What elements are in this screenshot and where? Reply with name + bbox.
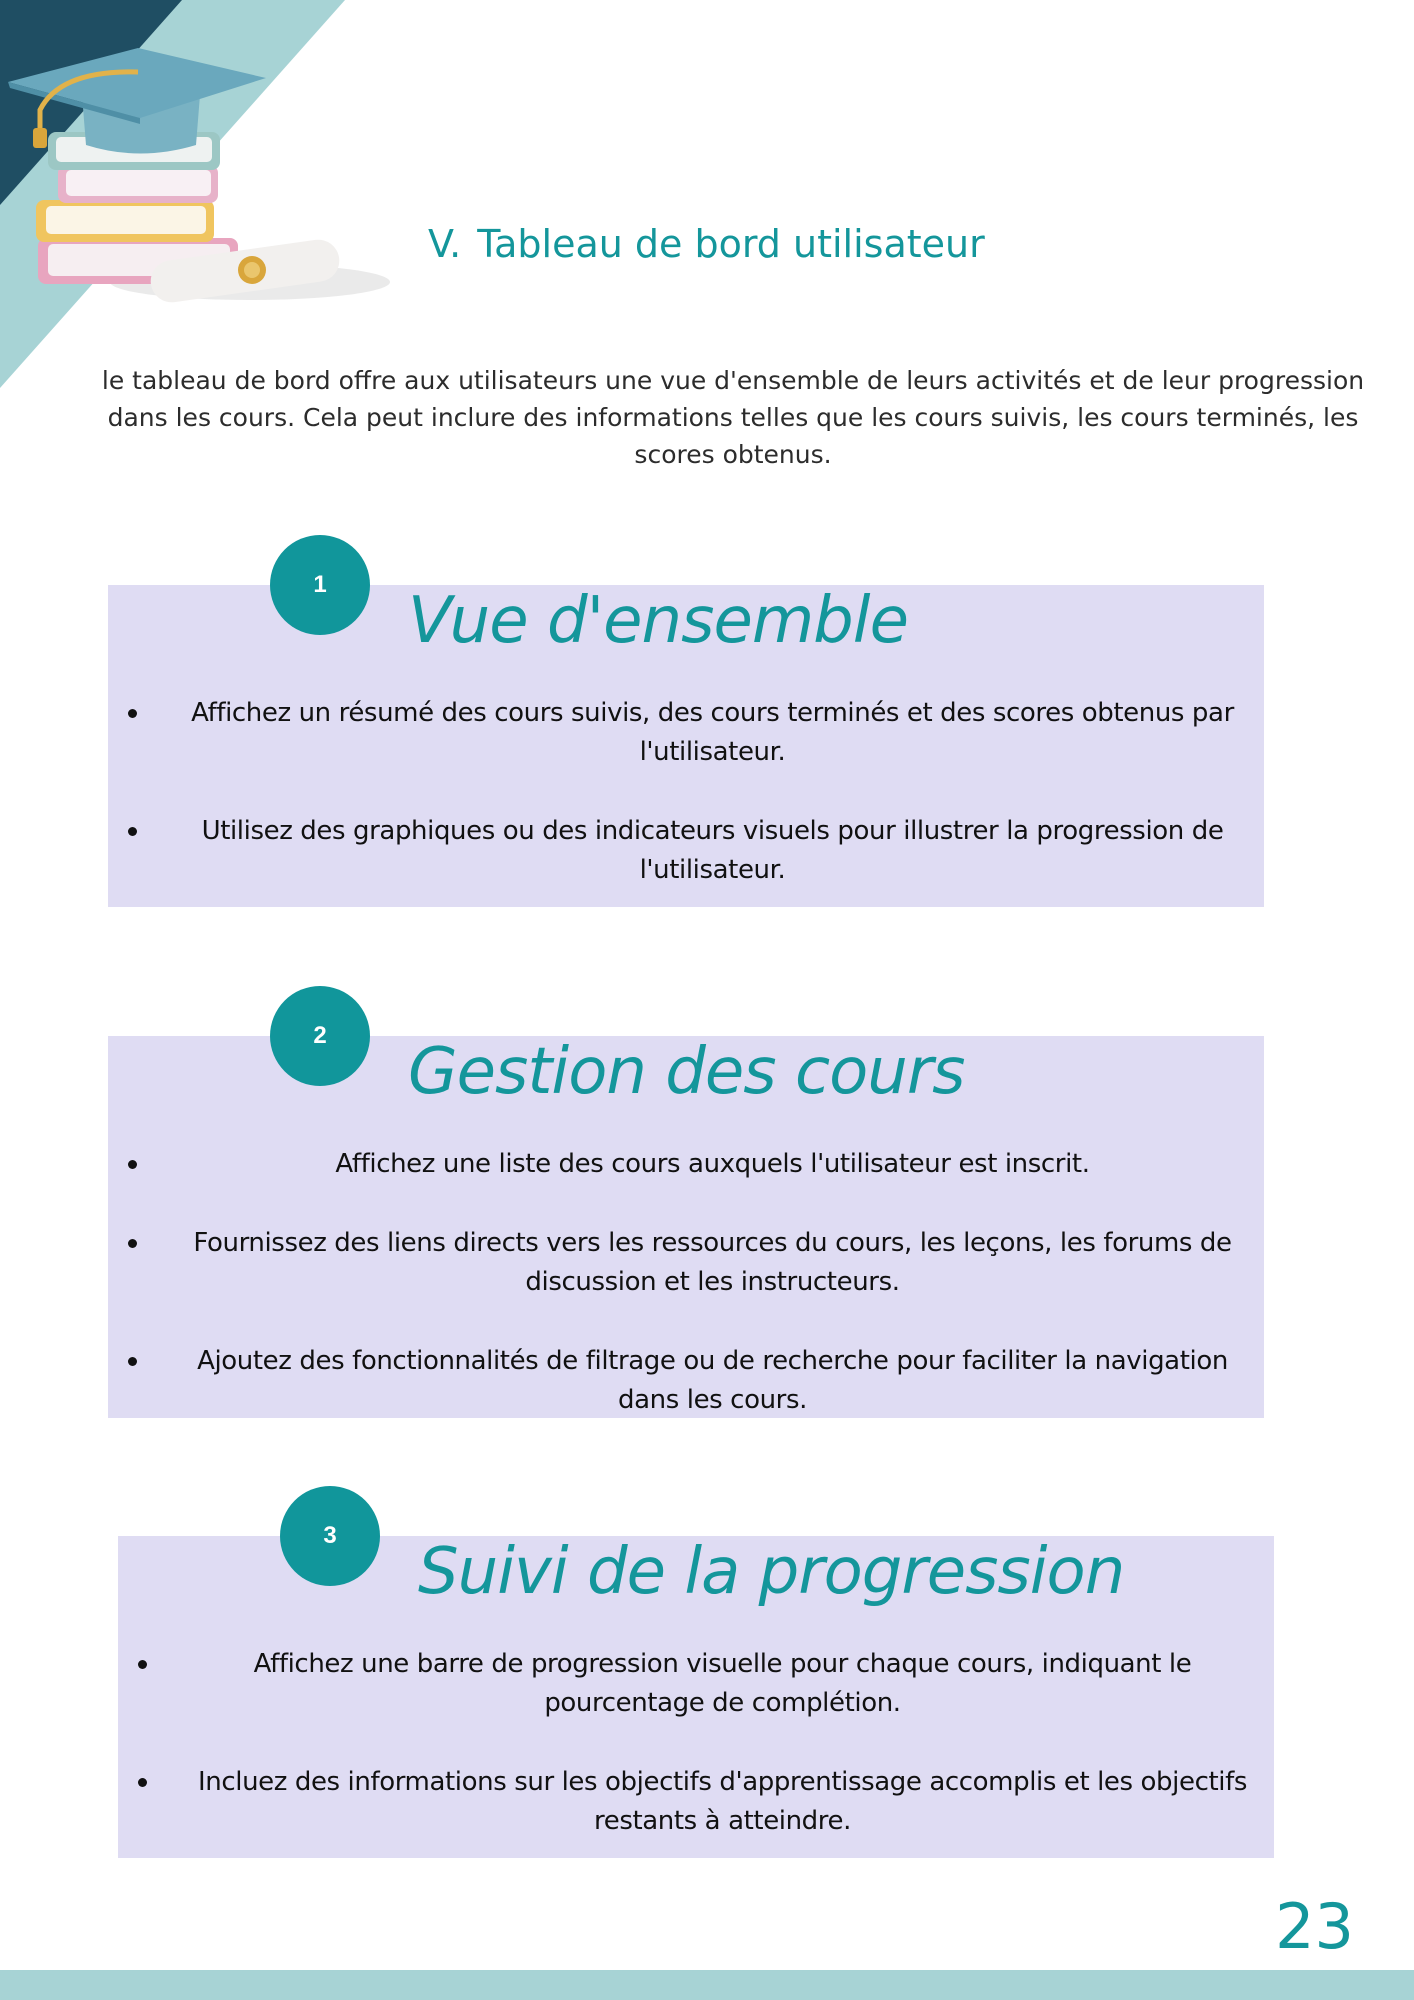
badge-number-2: 2: [270, 986, 370, 1086]
card-bullets-1: [165, 694, 1260, 890]
corner-decoration: [0, 0, 420, 400]
heading-number: V.: [428, 222, 462, 266]
intro-paragraph: le tableau de bord offre aux utilisateurs une vue d'ensemble de leurs activités et de leur progression dans les cours. Cela peut inclure des informations telles que les cours suivis, les cours terminés, les scores obtenus.: [101, 366, 1365, 469]
bullet-text: Affichez une barre de progression visuelle pour chaque cours, indiquant le pourcentage de complétion.: [253, 1649, 1192, 1718]
bullet-item: [175, 1645, 1270, 1723]
card-title-3: Suivi de la progression: [418, 1535, 1125, 1609]
heading-title: Tableau de bord utilisateur: [477, 222, 985, 266]
bullet-item: [175, 1763, 1270, 1841]
bullet-dot-icon: [128, 1239, 137, 1248]
bullet-item: [165, 694, 1260, 772]
badge-number-1: 1: [270, 535, 370, 635]
card-title-1: Vue d'ensemble: [408, 584, 908, 658]
card-bullets-2: [165, 1145, 1260, 1420]
card-title-2: Gestion des cours: [408, 1035, 965, 1109]
bullet-text: Ajoutez des fonctionnalités de filtrage ou de recherche pour faciliter la navigation dans les cours.: [197, 1346, 1228, 1415]
bullet-text: Incluez des informations sur les objectifs d'apprentissage accomplis et les objectifs restants à atteindre.: [198, 1767, 1247, 1836]
bullet-dot-icon: [138, 1778, 147, 1787]
bullet-dot-icon: [128, 1357, 137, 1366]
page-number: 23: [1275, 1890, 1354, 1963]
bullet-text: Fournissez des liens directs vers les ressources du cours, les leçons, les forums de discussion et les instructeurs.: [193, 1228, 1232, 1297]
bullet-item: [165, 1224, 1260, 1302]
card-bullets-3: [175, 1645, 1270, 1841]
bullet-item: [165, 812, 1260, 890]
bullet-dot-icon: [128, 827, 137, 836]
section-heading: [428, 222, 985, 266]
bullet-text: Affichez une liste des cours auxquels l'utilisateur est inscrit.: [335, 1149, 1090, 1179]
bullet-item: [165, 1342, 1260, 1420]
bullet-text: Utilisez des graphiques ou des indicateurs visuels pour illustrer la progression de l'utilisateur.: [201, 816, 1224, 885]
bullet-text: Affichez un résumé des cours suivis, des cours terminés et des scores obtenus par l'utilisateur.: [191, 698, 1234, 767]
graduation-books-icon: [8, 48, 390, 305]
bullet-dot-icon: [128, 709, 137, 718]
bullet-dot-icon: [138, 1660, 147, 1669]
bullet-dot-icon: [128, 1160, 137, 1169]
footer-bar: [0, 1970, 1414, 2000]
bullet-item: [165, 1145, 1260, 1184]
badge-number-3: 3: [280, 1486, 380, 1586]
